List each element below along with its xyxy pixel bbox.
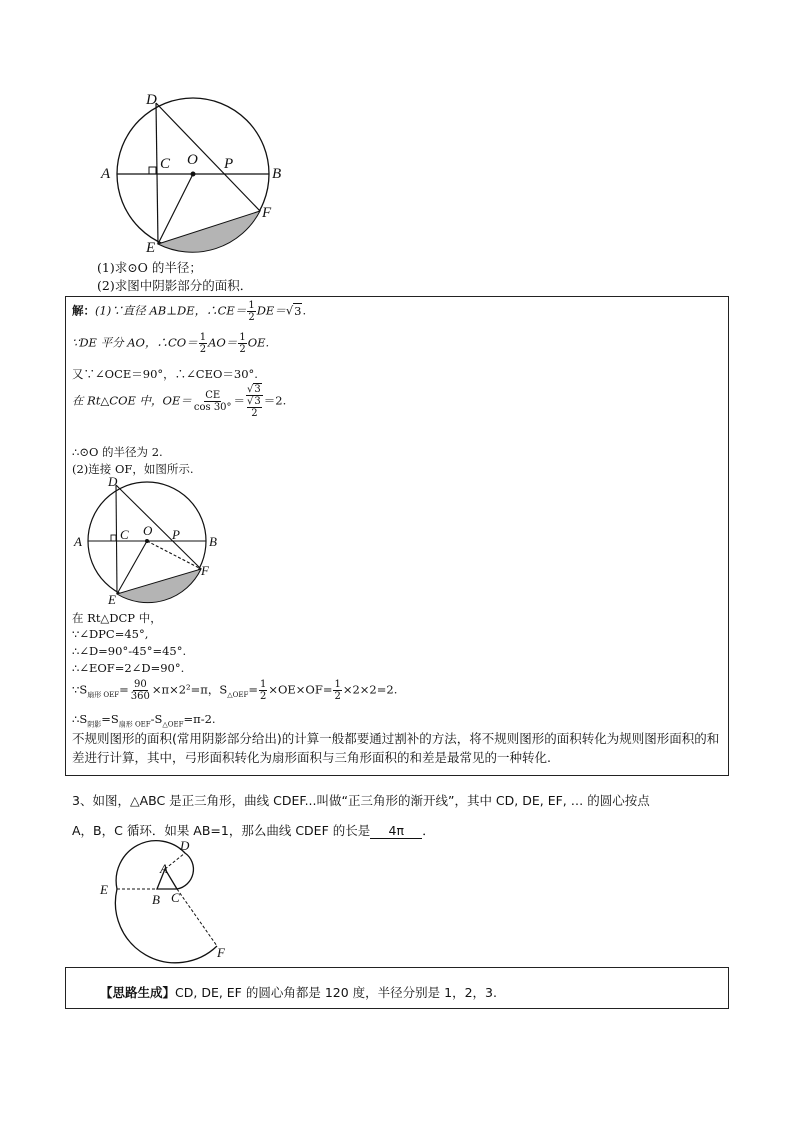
p3-label-B: B	[152, 892, 160, 907]
solution-line-8: ∵∠DPC=45°,	[72, 627, 149, 641]
fig2-label-P: P	[172, 527, 180, 542]
solution-line-10: ∴∠EOF=2∠D=90°.	[72, 661, 185, 675]
hint-text: 【思路生成】CD, DE, EF 的圆心角都是 120 度，半径分别是 1，2，3.	[100, 985, 497, 1000]
label-C: C	[160, 156, 171, 172]
solution-line-11: $\because S_{扇形 OEF}=$ $\frac{90}{360}$ ×π×2²=π，$S_{\triangle OEF}=$ $\frac{1}{2}$ ×OE×OF= $\frac{1}{2}$ ×2×2=2.	[72, 679, 398, 702]
fig2-label-A: A	[74, 534, 82, 549]
solution-line-5: ∴⊙O 的半径为 2.	[72, 445, 163, 459]
solution-line-7: 在 Rt△DCP 中，	[72, 611, 162, 625]
fig2-label-B: B	[209, 534, 217, 549]
figure-circle-1	[100, 90, 300, 260]
shaded-segment-2	[117, 569, 201, 603]
p3-label-E: E	[100, 882, 108, 897]
fig2-label-F: F	[201, 563, 209, 578]
fig2-label-C: C	[120, 527, 129, 542]
solution-line-3: 又∵∠OCE＝90°，∴∠CEO＝30°.	[72, 367, 258, 381]
p3-label-A: A	[160, 861, 168, 876]
answer-blank: 4π	[370, 823, 422, 839]
p3-label-C: C	[171, 890, 180, 905]
problem-3-line-1: 3、如图，△ABC 是正三角形，曲线 CDEF...叫做“正三角形的渐开线”，其中 CD, DE, EF, … 的圆心按点	[72, 793, 650, 808]
label-O: O	[187, 152, 198, 168]
problem-3-line-2: A，B，C 循环．如果 AB=1，那么曲线 CDEF 的长是 4π ．	[72, 823, 435, 838]
label-F: F	[262, 205, 272, 221]
figure-circle-2	[80, 478, 230, 608]
p3-label-F: F	[217, 945, 225, 960]
label-D: D	[146, 92, 157, 108]
label-P: P	[224, 156, 234, 172]
solution-line-4: 在 Rt△COE 中，OE＝ $\frac{CE}{\cos 30^\circ}$ ＝ √3 √3 2 ＝2.	[72, 384, 287, 419]
question-2: (2)求图中阴影部分的面积．	[97, 278, 253, 293]
solution-note: 不规则图形的面积(常用阴影部分给出)的计算一般都要通过割补的方法，将不规则图形的面积转化为规则图形面积的和差进行计算，其中，弓形面积转化为扇形面积与三角形面积的和差是最常见的一种转化.	[72, 731, 720, 765]
label-A: A	[101, 166, 111, 182]
solution-line-12: $\therefore S_{阴影}=S_{扇形 OEF}-S_{\triangle OEF}=\pi-2$.	[72, 712, 216, 729]
solution-line-6: (2)连接 OF，如图所示.	[72, 462, 194, 476]
label-B: B	[272, 166, 282, 182]
label-E: E	[146, 240, 156, 256]
solution-line-1: 解：(1)∵直径 AB⊥DE，∴CE＝ $\frac{1}{2}$ DE＝√3.	[72, 300, 307, 323]
question-1: (1)求⊙O 的半径；	[97, 260, 202, 275]
solution-line-9: ∴∠D=90°-45°=45°.	[72, 644, 187, 658]
fig2-label-E: E	[108, 592, 116, 607]
fig2-label-D: D	[108, 474, 118, 489]
fig2-label-O: O	[143, 523, 153, 538]
p3-label-D: D	[180, 838, 190, 853]
solution-line-2: ∵DE 平分 AO，∴CO＝ $\frac{1}{2}$ AO＝ $\frac{1}{2}$ OE.	[72, 332, 270, 355]
shaded-segment	[158, 211, 260, 252]
